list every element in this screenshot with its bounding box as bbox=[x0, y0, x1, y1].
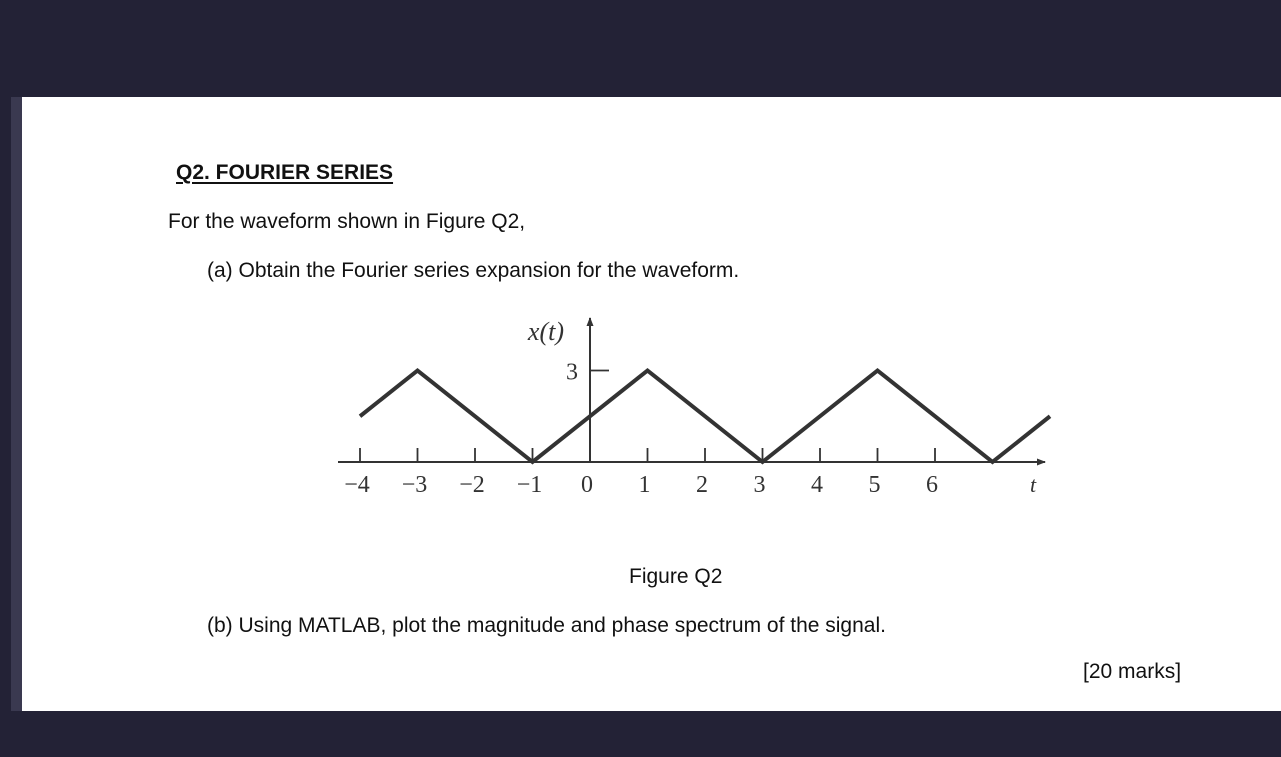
x-tick-label: 6 bbox=[926, 472, 938, 498]
x-tick-label: 4 bbox=[811, 472, 823, 498]
y-axis-label: x(t) bbox=[527, 317, 564, 346]
x-tick-label: −2 bbox=[459, 472, 485, 498]
x-tick-label: −3 bbox=[401, 472, 428, 498]
part-b-text: (b) Using MATLAB, plot the magnitude and phase spectrum of the signal. bbox=[207, 614, 886, 637]
x-tick-label: 0 bbox=[581, 472, 593, 498]
waveform-plot bbox=[315, 310, 1065, 505]
x-tick-label: 3 bbox=[753, 472, 766, 498]
question-intro: For the waveform shown in Figure Q2, bbox=[168, 210, 526, 233]
x-tick-label: 2 bbox=[696, 472, 708, 498]
part-a-text: (a) Obtain the Fourier series expansion for the waveform. bbox=[207, 259, 740, 282]
question-heading: Q2. FOURIER SERIES bbox=[176, 161, 394, 184]
document-page bbox=[11, 97, 1281, 711]
x-tick-label: 1 bbox=[638, 472, 651, 498]
y-tick-label: 3 bbox=[566, 359, 578, 386]
marks-label: [20 marks] bbox=[1083, 660, 1182, 683]
x-axis-label: t bbox=[1029, 472, 1037, 497]
x-tick-label: −4 bbox=[344, 472, 370, 498]
x-tick-label: −1 bbox=[516, 472, 543, 498]
x-tick-label: 5 bbox=[868, 472, 881, 498]
waveform-figure bbox=[315, 310, 1065, 505]
figure-caption: Figure Q2 bbox=[629, 565, 723, 588]
